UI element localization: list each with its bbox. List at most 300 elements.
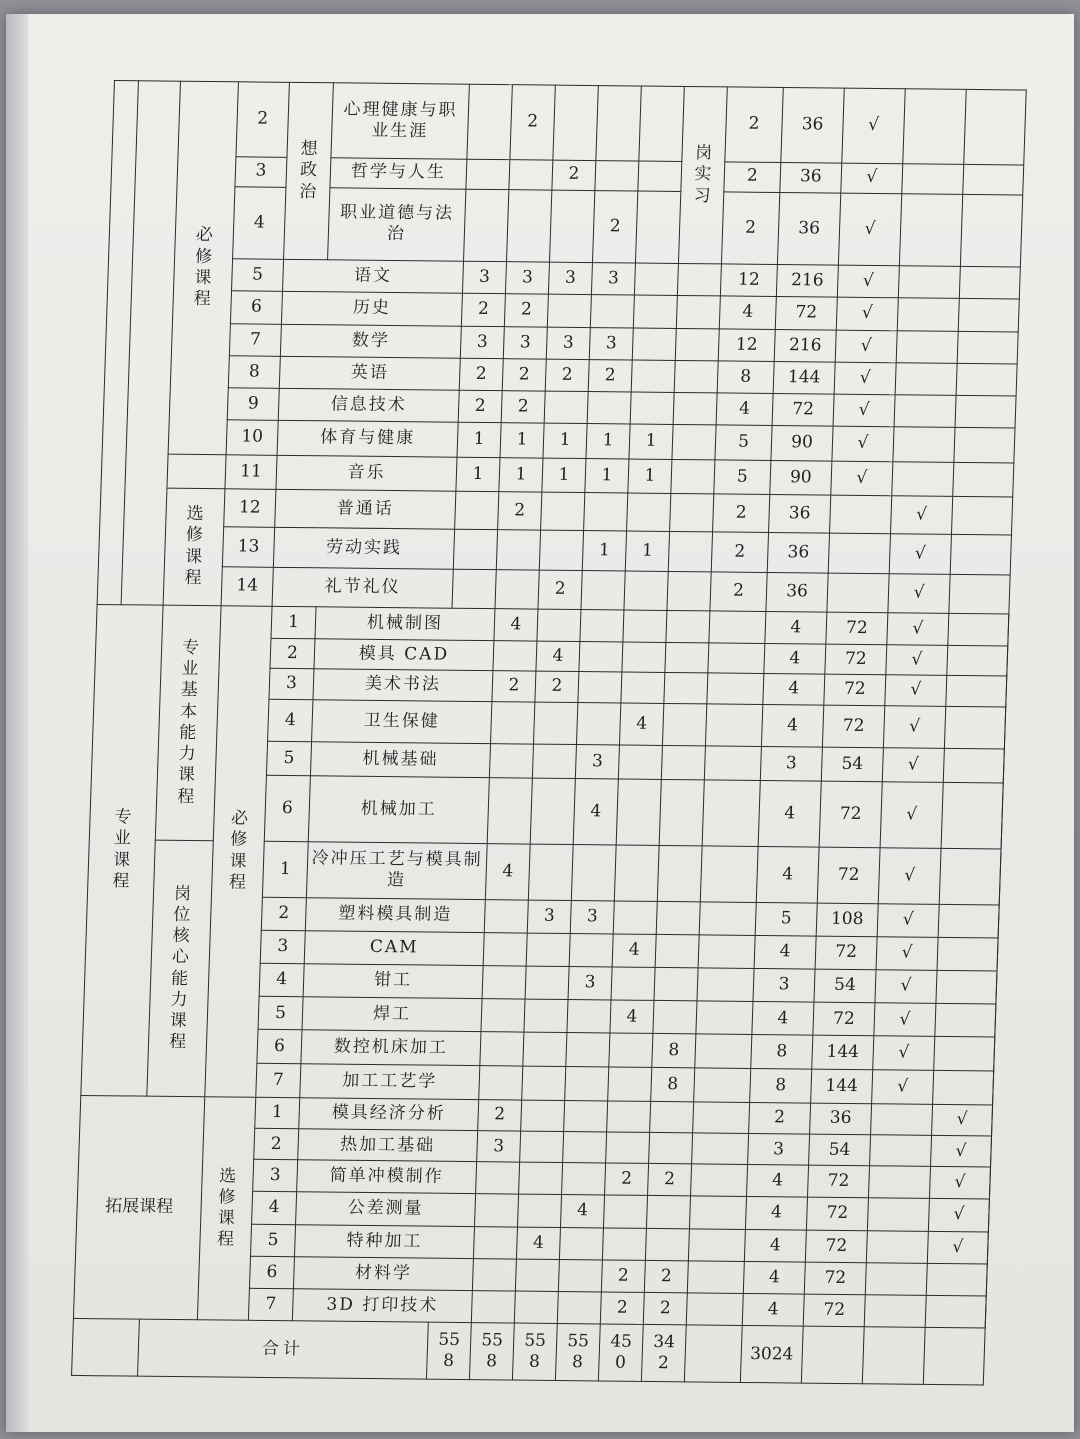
semester-4-hours: 2	[605, 1163, 649, 1196]
semester-4-hours: 1	[582, 531, 626, 572]
semester-3-hours: 3	[568, 966, 612, 1000]
total-hours: 144	[811, 1069, 873, 1104]
elective-mark	[895, 363, 957, 396]
total-hours: 72	[804, 1262, 866, 1295]
semester-6-hours	[709, 610, 766, 643]
required-mark: √	[885, 675, 947, 707]
semester-4-hours	[623, 610, 667, 643]
elective-mark	[946, 675, 1007, 707]
credits: 4	[742, 1294, 804, 1327]
elective-mark	[933, 1070, 994, 1105]
required-mark	[870, 1135, 932, 1167]
total-hours: 72	[813, 1002, 875, 1036]
total-hours-sum: 3024	[740, 1326, 803, 1383]
course-number: 6	[230, 291, 282, 324]
required-mark	[828, 533, 890, 574]
total-hours: 216	[776, 265, 838, 298]
total-value-text: 450	[610, 1331, 633, 1373]
course-number: 5	[266, 742, 311, 776]
credits: 12	[720, 264, 777, 297]
course-name: 材料学	[293, 1257, 473, 1291]
semester-2-hours	[533, 702, 577, 745]
course-number: 5	[258, 996, 303, 1030]
semester-5-hours	[666, 610, 710, 643]
semester-5-hours	[656, 901, 700, 935]
semester-1-hours	[455, 491, 499, 530]
credits: 3	[760, 747, 822, 781]
semester-1-hours	[479, 1065, 523, 1100]
credits: 2	[724, 161, 781, 192]
elective-mark	[947, 645, 1008, 676]
semester-5-hours	[631, 360, 675, 393]
semester-2-hours: 2	[504, 294, 548, 327]
semester-6-hours	[704, 746, 761, 780]
semester-2-hours: 1	[500, 423, 544, 458]
semester-1-hours	[480, 1032, 524, 1066]
credits: 2	[721, 192, 779, 265]
course-number: 9	[227, 388, 279, 421]
credits: 2	[710, 572, 767, 611]
required-mark: √	[838, 193, 901, 266]
semester-2-hours	[524, 999, 568, 1033]
semester-1-hours	[471, 1291, 515, 1324]
semester-2-hours	[530, 778, 575, 845]
semester-4-hours	[595, 160, 639, 191]
elective-courses-label-2	[197, 1097, 255, 1321]
course-name: 机械加工	[308, 775, 489, 843]
course-number: 13	[222, 527, 274, 568]
required-mark: √	[834, 362, 896, 395]
course-number: 2	[261, 897, 306, 931]
blank-cell	[958, 299, 1019, 332]
elective-courses-label-text: 选修课程	[184, 504, 204, 588]
elective-mark	[926, 1263, 987, 1296]
required-mark: √	[832, 426, 894, 461]
semester-1-hours	[466, 159, 510, 190]
total-hours: 54	[809, 1134, 871, 1166]
semester-6-hours	[699, 901, 756, 935]
blank-cell	[951, 496, 1012, 535]
semester-4-hours	[584, 492, 628, 531]
semester-3-hours	[558, 1259, 602, 1292]
table-row	[112, 81, 1026, 165]
semester-5-hours: 1	[625, 531, 669, 572]
elective-mark	[941, 782, 1003, 849]
semester-5-hours	[662, 704, 706, 747]
required-mark: √	[877, 903, 939, 937]
semester-1-hours: 2	[492, 671, 536, 703]
elective-mark	[948, 613, 1009, 646]
binding-spine	[6, 14, 28, 1432]
credits: 4	[756, 847, 819, 903]
semester-2-hours: 2	[501, 391, 545, 424]
semester-2-hours	[537, 609, 581, 642]
blank-cell	[954, 428, 1015, 463]
credits: 4	[719, 296, 776, 329]
blank-cell	[862, 1327, 925, 1384]
course-name: 音乐	[276, 455, 457, 491]
semester-2-hours: 4	[536, 641, 580, 672]
course-name: 职业道德与法治	[328, 188, 466, 262]
semester-5-hours	[664, 672, 708, 704]
semester-3-hours	[571, 845, 616, 901]
semester-5-hours	[638, 161, 682, 192]
semester-5-hours	[627, 493, 671, 532]
internship-label-text: 岗实习	[693, 143, 713, 207]
course-number: 3	[260, 930, 305, 964]
required-mark	[871, 1104, 933, 1136]
blank-cell	[960, 194, 1022, 267]
total-hours: 72	[803, 1294, 865, 1327]
credits: 2	[749, 1102, 811, 1134]
elective-mark: √	[889, 534, 951, 575]
semester-6-hours	[670, 493, 714, 532]
semester-4-hours	[616, 779, 661, 846]
semester-5-total	[598, 1324, 643, 1381]
total-value-text: 558	[481, 1330, 504, 1372]
semester-4-total	[555, 1324, 600, 1381]
blank-cell	[801, 1326, 864, 1383]
semester-5-hours: 8	[651, 1067, 695, 1102]
course-number: 12	[224, 489, 276, 528]
credits: 12	[718, 329, 775, 362]
semester-4-hours: 4	[619, 703, 663, 746]
semester-4-hours	[622, 642, 666, 673]
course-number: 6	[264, 775, 310, 842]
semester-6-hours	[694, 1067, 751, 1102]
professional-basic-label-text: 专业基本能力课程	[176, 637, 200, 807]
course-number: 10	[226, 420, 278, 455]
core-ability-label	[147, 840, 213, 1096]
semester-3-hours: 2	[552, 160, 596, 191]
credits: 4	[758, 780, 821, 847]
course-number: 11	[225, 454, 277, 489]
semester-3-hours: 1	[543, 423, 587, 458]
semester-2-hours: 3	[503, 326, 547, 359]
credits: 8	[751, 1035, 813, 1069]
semester-1-hours	[476, 1162, 520, 1195]
required-mark	[865, 1263, 927, 1296]
total-blank	[72, 1319, 140, 1376]
semester-5-hours: 2	[648, 1164, 692, 1197]
course-number: 2	[236, 82, 289, 157]
semester-5-hours	[635, 191, 680, 264]
blank-cell	[923, 1328, 985, 1385]
semester-1-hours: 2	[461, 294, 505, 327]
course-number: 2	[270, 638, 315, 669]
semester-6-hours	[688, 1229, 745, 1262]
required-mark: √	[876, 936, 938, 970]
required-mark: √	[887, 612, 949, 645]
semester-2-hours	[522, 1066, 566, 1101]
semester-4-hours	[611, 967, 655, 1001]
elective-mark	[893, 427, 955, 462]
elective-mark	[894, 395, 956, 428]
semester-4-hours	[587, 392, 631, 425]
course-number: 6	[257, 1030, 302, 1064]
total-value-text: 342	[653, 1331, 676, 1374]
blank-cell	[955, 396, 1016, 429]
semester-1-hours	[481, 999, 525, 1033]
elective-mark	[892, 461, 954, 496]
semester-5-hours: 1	[629, 424, 673, 459]
semester-4-hours	[606, 1132, 650, 1164]
required-mark	[866, 1230, 928, 1263]
semester-5-hours: 2	[643, 1293, 687, 1326]
professional-basic-label	[155, 605, 221, 841]
elective-mark	[897, 298, 959, 331]
course-number: 8	[228, 356, 280, 389]
blank-cell	[964, 89, 1026, 164]
credits: 3	[748, 1134, 810, 1166]
semester-4-hours: 1	[586, 424, 630, 459]
total-hours: 72	[826, 612, 888, 645]
semester-3-hours	[563, 1132, 607, 1164]
course-number: 1	[255, 1097, 300, 1129]
blank-cell	[963, 164, 1024, 195]
professional-courses-label-text: 专业课程	[112, 807, 132, 892]
credits: 4	[744, 1229, 806, 1262]
semester-1-hours: 3	[462, 261, 506, 294]
semester-5-hours	[665, 642, 709, 673]
required-mark: √	[836, 298, 898, 331]
course-name: 热加工基础	[298, 1129, 478, 1162]
total-hours: 54	[821, 748, 883, 782]
elective-mark	[896, 330, 958, 363]
required-mark: √	[886, 645, 948, 676]
semester-3-hours	[539, 530, 583, 571]
semester-1-hours	[473, 1226, 517, 1259]
semester-1-hours: 2	[459, 358, 503, 391]
semester-5-hours	[655, 934, 699, 968]
required-mark	[868, 1166, 930, 1199]
semester-3-hours	[544, 391, 588, 424]
course-number: 7	[229, 323, 281, 356]
course-name: CAM	[304, 931, 484, 966]
semester-5-hours	[634, 263, 678, 296]
semester-4-hours: 2	[592, 190, 637, 263]
semester-6-hours	[697, 968, 754, 1002]
elective-mark: √	[928, 1199, 989, 1232]
semester-4-hours	[602, 1228, 646, 1261]
semester-5-hours	[645, 1228, 689, 1261]
semester-1-hours	[493, 640, 537, 671]
semester-6-hours	[667, 572, 711, 611]
semester-6-hours	[702, 780, 760, 847]
semester-2-hours	[526, 933, 570, 967]
credits: 2	[725, 87, 783, 162]
course-name: 心理健康与职业生涯	[331, 83, 469, 159]
semester-1-hours	[487, 777, 532, 844]
semester-3-hours	[547, 295, 591, 328]
credits: 4	[743, 1261, 805, 1294]
blank-cell	[957, 331, 1018, 364]
curriculum-schedule-table	[71, 80, 1027, 1385]
semester-2-total	[469, 1323, 514, 1380]
ideological-label	[284, 82, 334, 260]
elective-mark	[898, 266, 960, 299]
total-hours: 216	[774, 329, 836, 362]
course-name: 简单冲模制作	[297, 1160, 477, 1194]
semester-4-hours: 2	[601, 1260, 645, 1293]
elective-mark: √	[932, 1104, 993, 1136]
semester-6-hours	[668, 531, 712, 572]
credits: 4	[745, 1197, 807, 1230]
required-courses-blank	[167, 454, 226, 489]
semester-2-hours	[509, 159, 553, 190]
course-number: 5	[251, 1224, 296, 1257]
semester-3-hours: 4	[560, 1195, 604, 1228]
semester-6-hours	[686, 1293, 743, 1326]
semester-1-hours	[484, 899, 528, 933]
elective-mark	[925, 1296, 986, 1329]
required-mark: √	[874, 1003, 936, 1037]
semester-5-hours	[639, 86, 684, 161]
total-hours: 36	[767, 533, 829, 574]
semester-1-hours	[489, 744, 533, 778]
credits: 4	[765, 611, 827, 644]
credits: 4	[716, 393, 773, 426]
semester-2-hours	[495, 570, 539, 609]
semester-3-hours	[541, 492, 585, 531]
elective-mark	[936, 970, 997, 1004]
course-name: 数控机床加工	[301, 1030, 481, 1065]
total-value-text: 558	[438, 1329, 461, 1372]
required-mark	[864, 1295, 926, 1328]
course-number: 1	[262, 841, 308, 897]
semester-5-hours	[630, 392, 674, 425]
semester-2-hours	[496, 530, 540, 571]
course-number: 4	[252, 1192, 297, 1225]
blank-cell	[953, 462, 1014, 497]
semester-2-hours: 2	[510, 85, 555, 160]
elective-mark	[934, 1037, 995, 1071]
total-hours: 108	[816, 903, 878, 937]
semester-4-hours	[590, 295, 634, 328]
total-hours: 72	[825, 644, 887, 675]
elective-courses-label-2-text: 选修课程	[216, 1166, 237, 1250]
semester-3-hours: 3	[546, 327, 590, 360]
total-hours: 72	[775, 297, 837, 330]
total-hours: 36	[766, 573, 828, 612]
semester-2-hours: 2	[502, 359, 546, 392]
core-ability-label-text: 岗位核心能力课程	[168, 883, 192, 1053]
course-name: 机械制图	[315, 606, 495, 640]
semester-3-hours: 2	[545, 359, 589, 392]
total-hours: 36	[777, 192, 840, 265]
semester-1-hours: 4	[494, 608, 538, 641]
total-hours: 144	[812, 1036, 874, 1070]
semester-2-hours	[517, 1195, 561, 1228]
course-name: 英语	[279, 356, 460, 390]
total-value-text: 558	[524, 1330, 547, 1373]
semester-5-hours	[653, 1001, 697, 1035]
elective-mark	[903, 89, 966, 164]
semester-4-hours: 2	[600, 1292, 644, 1325]
semester-6-hours	[695, 1034, 752, 1068]
semester-5-hours	[633, 295, 677, 328]
required-courses-label-2-text: 必修课程	[228, 808, 249, 893]
credits: 5	[715, 425, 772, 460]
semester-4-hours	[618, 745, 662, 779]
semester-6-hours	[707, 673, 764, 705]
credits: 8	[750, 1068, 812, 1103]
semester-3-hours	[559, 1227, 603, 1260]
semester-5-hours	[654, 967, 698, 1001]
semester-3-hours	[565, 1066, 609, 1101]
credits: 8	[717, 361, 774, 394]
elective-mark: √	[890, 496, 952, 535]
semester-4-hours	[608, 1067, 652, 1102]
semester-3-total	[512, 1323, 557, 1380]
required-mark: √	[878, 848, 941, 904]
course-name: 劳动实践	[273, 527, 454, 569]
course-name: 美术书法	[313, 669, 493, 702]
table-row	[109, 185, 1023, 267]
semester-2-hours	[525, 966, 569, 1000]
elective-mark	[939, 849, 1001, 905]
semester-1-hours	[483, 932, 527, 966]
course-number: 3	[253, 1160, 298, 1193]
semester-1-hours: 1	[457, 423, 501, 458]
required-mark	[867, 1198, 929, 1231]
internship-label	[678, 86, 727, 264]
semester-1-hours	[452, 570, 496, 609]
semester-1-hours	[472, 1259, 516, 1292]
total-hours: 54	[814, 969, 876, 1003]
semester-5-hours	[649, 1132, 693, 1164]
required-mark	[830, 495, 892, 534]
elective-mark	[902, 163, 964, 194]
total-row	[72, 1319, 986, 1385]
semester-6-hours	[696, 1001, 753, 1035]
total-hours: 72	[807, 1165, 869, 1198]
semester-1-hours	[467, 84, 512, 159]
total-hours: 72	[815, 936, 877, 970]
semester-5-hours	[646, 1196, 690, 1229]
course-number: 3	[235, 156, 287, 187]
semester-1-hours	[490, 702, 534, 745]
required-mark: √	[837, 265, 899, 298]
semester-3-hours: 3	[548, 262, 592, 295]
semester-2-hours	[514, 1291, 558, 1324]
elective-mark: √	[888, 574, 950, 613]
credits: 2	[711, 532, 768, 573]
elective-mark	[943, 749, 1004, 783]
total-hours: 72	[805, 1230, 867, 1263]
semester-3-hours	[578, 672, 622, 704]
semester-6-hours	[673, 393, 717, 426]
required-mark	[827, 573, 889, 612]
semester-3-hours	[576, 703, 620, 746]
required-mark: √	[835, 330, 897, 363]
semester-4-hours	[614, 845, 659, 901]
required-courses-label-text: 必修课程	[193, 225, 214, 310]
semester-3-hours: 4	[573, 778, 618, 845]
required-mark: √	[841, 163, 903, 194]
semester-6-hours	[700, 846, 758, 902]
semester-1-hours: 3	[460, 326, 504, 359]
semester-4-hours: 2	[588, 359, 632, 392]
course-name: 模具经济分析	[299, 1098, 479, 1131]
semester-6-hours	[689, 1196, 746, 1229]
semester-2-hours	[519, 1162, 563, 1195]
semester-4-hours	[607, 1101, 651, 1133]
semester-2-hours	[521, 1100, 565, 1132]
course-name: 冷冲压工艺与模具制造	[306, 842, 487, 899]
required-mark: √	[875, 970, 937, 1004]
semester-2-hours	[528, 844, 573, 900]
